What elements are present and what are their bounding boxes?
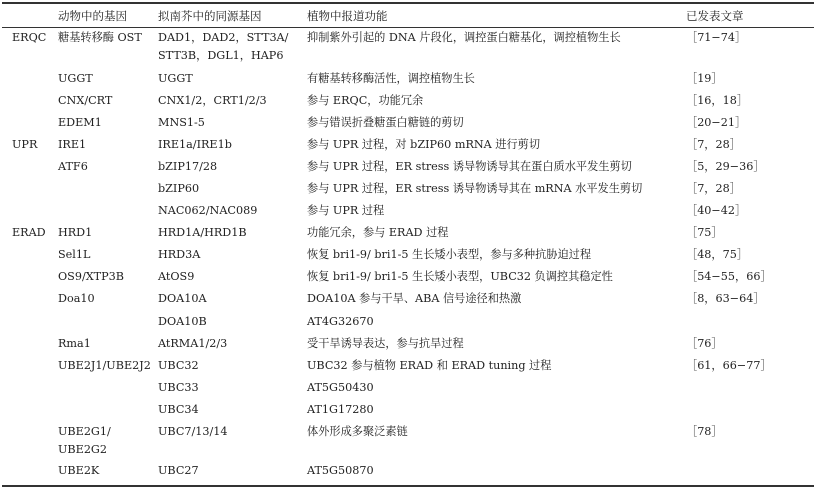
animal-gene: UBE2G1/: [58, 425, 111, 438]
function-text: 参与 ERQC，功能冗余: [307, 94, 424, 107]
function-text: 功能冗余，参与 ERAD 过程: [307, 226, 449, 239]
function-text: AT5G50430: [307, 381, 374, 394]
function-text: 参与 UPR 过程，ER stress 诱导物诱导其在 mRNA 水平发生剪切: [307, 182, 643, 195]
animal-gene: HRD1: [58, 226, 93, 239]
animal-gene: 糖基转移酶 OST: [58, 31, 142, 44]
arabidopsis-gene: DOA10A: [158, 292, 207, 305]
references: ［7，28］: [686, 138, 741, 151]
header-gene-animal: 动物中的基因: [58, 9, 127, 23]
arabidopsis-gene: bZIP60: [158, 182, 200, 195]
header-gene-arabidopsis: 拟南芥中的同源基因: [158, 9, 262, 23]
function-text: 体外形成多聚泛素链: [307, 425, 408, 438]
arabidopsis-gene: CNX1/2，CRT1/2/3: [158, 94, 267, 107]
function-text: 恢复 bri1-9/ bri1-5 生长矮小表型，参与多种抗胁迫过程: [307, 248, 592, 261]
table-header-rule: [2, 27, 814, 28]
animal-gene: Rma1: [58, 337, 91, 350]
group-label: ERQC: [12, 31, 47, 44]
arabidopsis-gene: UBC33: [158, 381, 199, 394]
group-label: UPR: [12, 138, 38, 151]
references: ［5，29−36］: [686, 160, 765, 173]
animal-gene: UGGT: [58, 72, 93, 85]
function-text: DOA10A 参与干旱、ABA 信号途径和热激: [307, 292, 522, 305]
references: ［78］: [686, 425, 723, 438]
arabidopsis-gene: UBC34: [158, 403, 199, 416]
animal-gene: UBE2J1/UBE2J2: [58, 359, 151, 372]
arabidopsis-gene: AtOS9: [158, 270, 195, 283]
arabidopsis-gene: DAD1，DAD2，STT3A/: [158, 31, 289, 44]
group-label: ERAD: [12, 226, 46, 239]
references: ［48，75］: [686, 248, 749, 261]
animal-gene: Doa10: [58, 292, 95, 305]
arabidopsis-gene: bZIP17/28: [158, 160, 218, 173]
arabidopsis-gene: DOA10B: [158, 315, 207, 328]
table-top-rule: [2, 2, 814, 4]
arabidopsis-gene: MNS1-5: [158, 116, 205, 129]
references: ［61，66−77］: [686, 359, 772, 372]
references: ［19］: [686, 72, 723, 85]
animal-gene: IRE1: [58, 138, 87, 151]
references: ［75］: [686, 226, 723, 239]
function-text: UBC32 参与植物 ERAD 和 ERAD tuning 过程: [307, 359, 552, 372]
arabidopsis-gene: NAC062/NAC089: [158, 204, 258, 217]
arabidopsis-gene: IRE1a/IRE1b: [158, 138, 232, 151]
references: ［20−21］: [686, 116, 747, 129]
function-text: 恢复 bri1-9/ bri1-5 生长矮小表型，UBC32 负调控其稳定性: [307, 270, 613, 283]
arabidopsis-gene: UBC32: [158, 359, 199, 372]
function-text: 参与 UPR 过程，ER stress 诱导物诱导其在蛋白质水平发生剪切: [307, 160, 632, 173]
references: ［7，28］: [686, 182, 741, 195]
references: ［71−74］: [686, 31, 747, 44]
references: ［54−55，66］: [686, 270, 772, 283]
animal-gene: CNX/CRT: [58, 94, 113, 107]
references: ［16，18］: [686, 94, 749, 107]
references: ［40−42］: [686, 204, 747, 217]
function-text: 参与 UPR 过程，对 bZIP60 mRNA 进行剪切: [307, 138, 541, 151]
function-text: AT5G50870: [307, 464, 374, 477]
animal-gene: EDEM1: [58, 116, 102, 129]
header-function: 植物中报道功能: [307, 9, 388, 23]
function-text: 抑制紫外引起的 DNA 片段化，调控蛋白糖基化，调控植物生长: [307, 31, 621, 44]
arabidopsis-gene: HRD3A: [158, 248, 201, 261]
function-text: 有糖基转移酶活性，调控植物生长: [307, 72, 475, 85]
animal-gene: OS9/XTP3B: [58, 270, 125, 283]
table-bottom-rule: [2, 485, 814, 487]
arabidopsis-gene: STT3B，DGL1，HAP6: [158, 49, 284, 62]
function-text: 参与 UPR 过程: [307, 204, 385, 217]
function-text: AT1G17280: [307, 403, 374, 416]
gene-table: [2, 0, 814, 489]
arabidopsis-gene: UBC7/13/14: [158, 425, 228, 438]
arabidopsis-gene: HRD1A/HRD1B: [158, 226, 247, 239]
animal-gene-line2: UBE2G2: [58, 443, 107, 456]
animal-gene: UBE2K: [58, 464, 100, 477]
function-text: AT4G32670: [307, 315, 374, 328]
animal-gene: ATF6: [58, 160, 88, 173]
arabidopsis-gene: UBC27: [158, 464, 199, 477]
function-text: 受干旱诱导表达，参与抗旱过程: [307, 337, 464, 350]
function-text: 参与错误折叠糖蛋白糖链的剪切: [307, 116, 464, 129]
arabidopsis-gene: AtRMA1/2/3: [158, 337, 228, 350]
arabidopsis-gene: UGGT: [158, 72, 193, 85]
animal-gene: Sel1L: [58, 248, 91, 261]
references: ［76］: [686, 337, 723, 350]
references: ［8，63−64］: [686, 292, 765, 305]
header-refs: 已发表文章: [686, 9, 744, 23]
